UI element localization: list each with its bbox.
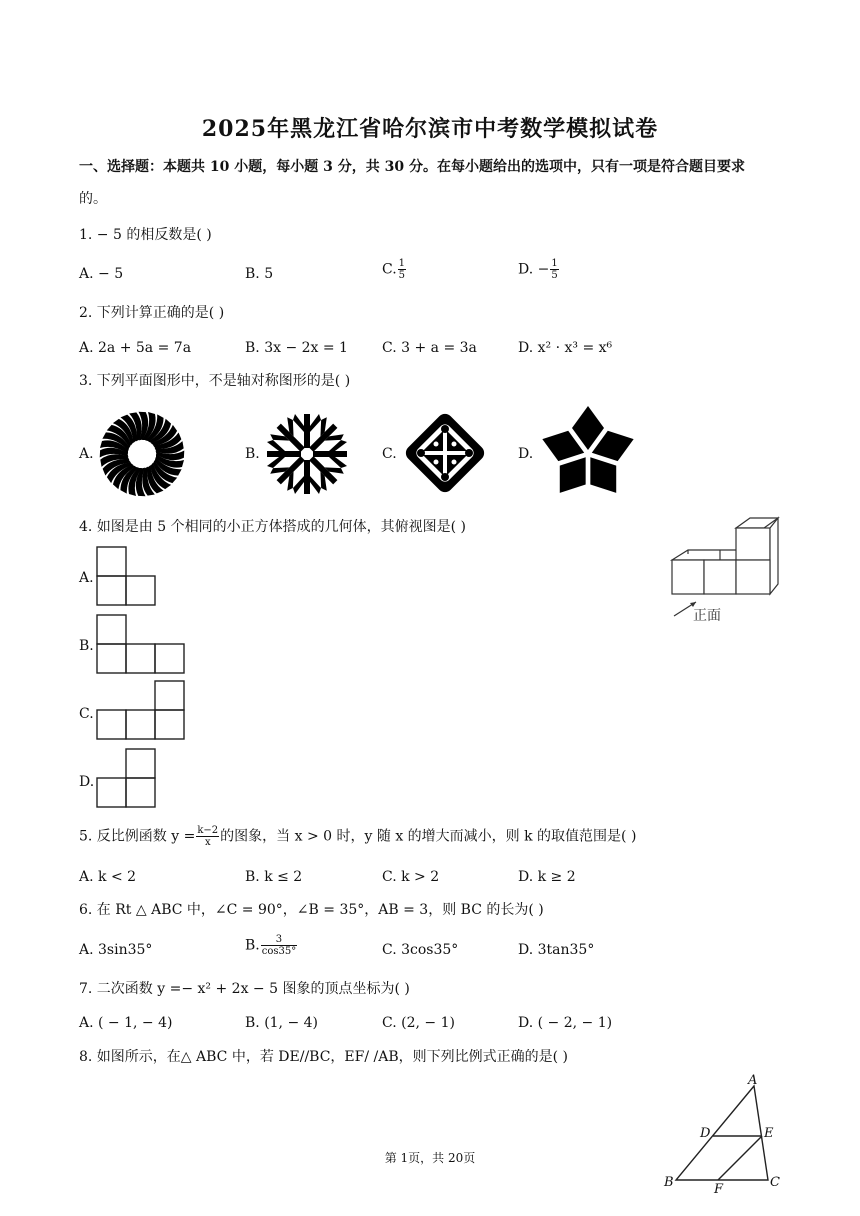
q3-option-d: D.: [518, 446, 534, 462]
q5-stem: [79, 825, 636, 848]
q7-option-c: C. (2, − 1): [382, 1015, 455, 1031]
q8-stem: 8. 如图所示，在△ ABC 中，若 DE//BC，EF/ /AB，则下列比例式正确的是( ): [79, 1049, 569, 1065]
section-heading-line2: 的。: [79, 191, 107, 207]
q3-figure-c-diamond: [402, 410, 488, 496]
page-footer: 第 1页，共 20页: [384, 1151, 476, 1165]
q3-figure-d-pinwheel-star: [540, 404, 636, 500]
q6-b-num: 3: [261, 934, 297, 946]
q6-option-b-prefix: B.: [245, 937, 260, 954]
q8-label-d: D: [700, 1126, 711, 1141]
q6-option-b: [245, 934, 298, 957]
q3-figure-a-sunburst: [96, 412, 188, 496]
q2-option-a: A. 2a + 5a = 7a: [79, 340, 192, 356]
q3-option-a: A.: [79, 446, 94, 462]
q8-label-c: C: [770, 1175, 780, 1190]
q8-label-a: A: [748, 1073, 758, 1088]
q5-fraction: [196, 825, 219, 848]
q8-label-f: F: [714, 1182, 724, 1197]
q4-option-a: A.: [79, 570, 94, 586]
q3-option-c: C.: [382, 446, 397, 462]
q4-option-d: D.: [79, 774, 95, 790]
q2-stem: 2. 下列计算正确的是( ): [79, 305, 225, 321]
q4-option-c: C.: [79, 706, 94, 722]
q4-cube-solid-figure: [666, 514, 782, 626]
q8-triangle-figure: [660, 1073, 790, 1198]
q1-c-num: 1: [398, 258, 406, 269]
q7-option-a: A. ( − 1, − 4): [79, 1015, 173, 1031]
q7-stem: 7. 二次函数 y =− x² + 2x − 5 图象的顶点坐标为( ): [79, 981, 410, 997]
q1-stem: 1. − 5 的相反数是( ): [79, 227, 212, 243]
q2-option-d: D. x² · x³ = x⁶: [518, 340, 613, 356]
q4-option-b: B.: [79, 638, 94, 654]
q1-d-den: 5: [551, 270, 558, 281]
q3-option-b: B.: [245, 446, 260, 462]
q7-option-d: D. ( − 2, − 1): [518, 1015, 613, 1031]
q5-option-b: B. k ≤ 2: [245, 869, 303, 885]
q6-stem: 6. 在 Rt △ ABC 中，∠C = 90°，∠B = 35°，AB = 3，则 BC 的长为( ): [79, 902, 544, 918]
q1-c-den: 5: [398, 270, 406, 281]
q8-label-b: B: [664, 1175, 674, 1190]
q1-option-d-prefix: D. −: [518, 261, 550, 278]
q6-option-b-fraction: [261, 934, 297, 957]
q6-option-c: C. 3cos35°: [382, 942, 459, 958]
q1-option-b: B. 5: [245, 266, 274, 282]
q3-figure-b-asterisk: [262, 412, 352, 496]
q1-option-d: [518, 258, 560, 281]
section-heading-line1: 一、选择题：本题共 10 小题，每小题 3 分，共 30 分。在每小题给出的选项中，只有一项是符合题目要求: [79, 159, 745, 175]
q1-option-c: [382, 258, 407, 281]
q6-option-d: D. 3tan35°: [518, 942, 595, 958]
q8-label-e: E: [764, 1126, 774, 1141]
q1-option-c-prefix: C.: [382, 261, 397, 278]
q4-option-d-grid: [96, 748, 158, 810]
q4-option-a-grid: [96, 546, 158, 608]
page-title: 2025年黑龙江省哈尔滨市中考数学模拟试卷: [201, 116, 659, 142]
q4-option-c-grid: [96, 680, 188, 742]
q5-stem-prefix: 5. 反比例函数 y =: [79, 828, 196, 845]
q5-option-a: A. k < 2: [79, 869, 137, 885]
q1-option-c-fraction: [398, 258, 406, 281]
q6-option-a: A. 3sin35°: [79, 942, 153, 958]
q4-option-b-grid: [96, 614, 188, 676]
q2-option-b: B. 3x − 2x = 1: [245, 340, 348, 356]
q7-option-b: B. (1, − 4): [245, 1015, 319, 1031]
q5-option-c: C. k > 2: [382, 869, 440, 885]
q1-d-num: 1: [551, 258, 558, 269]
q5-frac-num: k−2: [197, 825, 219, 836]
q5-stem-suffix: 的图象，当 x > 0 时，y 随 x 的增大而减小，则 k 的取值范围是( ): [220, 828, 637, 845]
q4-stem: 4. 如图是由 5 个相同的小正方体搭成的几何体，其俯视图是( ): [79, 519, 466, 535]
q5-option-d: D. k ≥ 2: [518, 869, 576, 885]
q6-b-den: cos35°: [261, 946, 297, 957]
q2-option-c: C. 3 + a = 3a: [382, 340, 477, 356]
q4-front-label: 正面: [693, 608, 721, 624]
q1-option-a: A. − 5: [79, 266, 124, 282]
q3-stem: 3. 下列平面图形中，不是轴对称图形的是( ): [79, 373, 351, 389]
q1-option-d-fraction: [550, 258, 558, 281]
q5-frac-den: x: [204, 837, 211, 848]
